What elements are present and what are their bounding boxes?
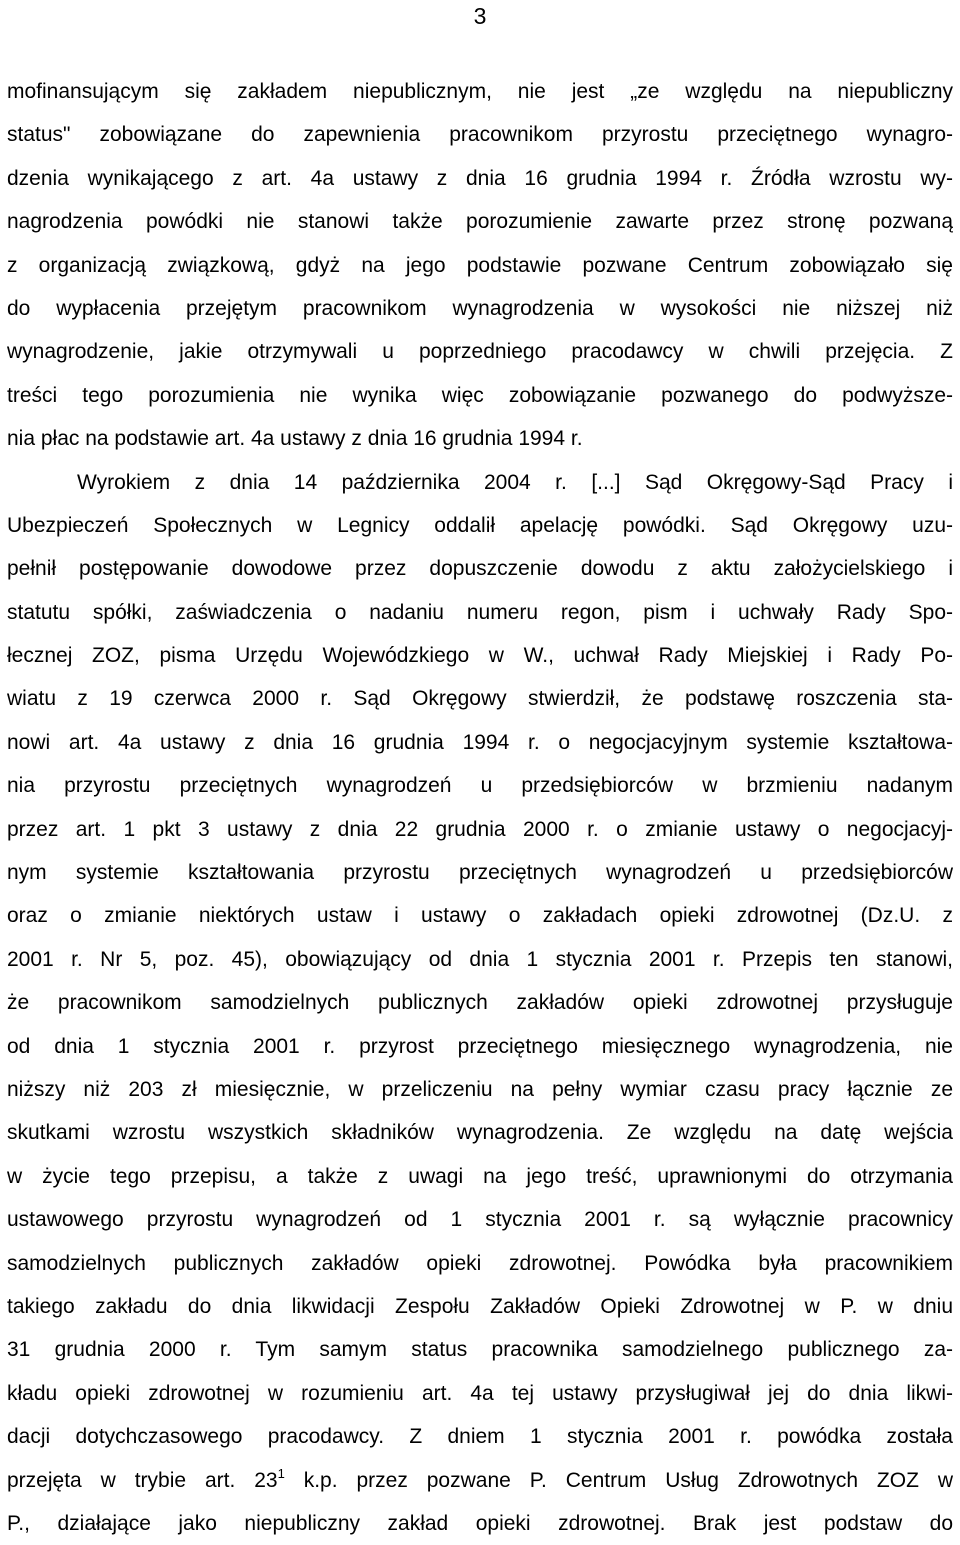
text-line: 2001 r. Nr 5, poz. 45), obowiązujący od dnia 1 stycznia 2001 r. Przepis ten stanowi,	[7, 947, 953, 971]
text-line: oraz o zmianie niektórych ustaw i ustawy o zakładach opieki zdrowotnej (Dz.U. z	[7, 904, 953, 928]
text-line: ustawowego przyrostu wynagrodzeń od 1 stycznia 2001 r. są wyłącznie pracownicy	[7, 1208, 953, 1232]
text-line: nym systemie kształtowania przyrostu przeciętnych wynagrodzeń u przedsiębiorców	[7, 861, 953, 885]
text-segment: przejęta w trybie art. 23	[7, 1468, 278, 1492]
text-segment: k.p. przez pozwane P. Centrum Usług Zdrowotnych ZOZ w	[284, 1468, 953, 1492]
page-number: 3	[473, 3, 487, 29]
text-line: nia przyrostu przeciętnych wynagrodzeń u przedsiębiorców w brzmieniu nadanym	[7, 774, 953, 798]
text-line: od dnia 1 stycznia 2001 r. przyrost przeciętnego miesięcznego wynagrodzenia, nie	[7, 1034, 953, 1058]
text-line: przez art. 1 pkt 3 ustawy z dnia 22 grudnia 2000 r. o zmianie ustawy o negocjacyj-	[7, 817, 953, 841]
text-line: że pracownikom samodzielnych publicznych zakładów opieki zdrowotnej przysługuje	[7, 991, 953, 1015]
text-line: łecznej ZOZ, pisma Urzędu Wojewódzkiego w W., uchwał Rady Miejskiej i Rady Po-	[7, 644, 953, 668]
text-line: treści tego porozumienia nie wynika więc zobowiązanie pozwanego do podwyższe-	[7, 383, 953, 407]
text-line: 31 grudnia 2000 r. Tym samym status pracownika samodzielnego publicznego za-	[7, 1338, 953, 1362]
text-line: w życie tego przepisu, a także z uwagi na jego treść, uprawnionymi do otrzymania	[7, 1164, 953, 1188]
text-line: Wyrokiem z dnia 14 października 2004 r. [...] Sąd Okręgowy-Sąd Pracy i	[77, 470, 953, 494]
text-line: statutu spółki, zaświadczenia o nadaniu numeru regon, pism i uchwały Rady Spo-	[7, 600, 953, 624]
text-line: skutkami wzrostu wszystkich składników wynagrodzenia. Ze względu na datę wejścia	[7, 1121, 953, 1145]
text-line: status" zobowiązane do zapewnienia pracownikom przyrostu przeciętnego wynagro-	[7, 123, 953, 147]
text-line: Ubezpieczeń Społecznych w Legnicy oddalił apelację powódki. Sąd Okręgowy uzu-	[7, 513, 953, 537]
text-line: takiego zakładu do dnia likwidacji Zespołu Zakładów Opieki Zdrowotnej w P. w dniu	[7, 1294, 953, 1318]
text-line: niższy niż 203 zł miesięcznie, w przeliczeniu na pełny wymiar czasu pracy łącznie ze	[7, 1077, 953, 1101]
text-line: z organizacją związkową, gdyż na jego podstawie pozwane Centrum zobowiązało się	[7, 253, 953, 277]
text-line: kładu opieki zdrowotnej w rozumieniu art. 4a tej ustawy przysługiwał jej do dnia likwi-	[7, 1381, 953, 1405]
text-line	[7, 1459, 953, 1502]
text-line: samodzielnych publicznych zakładów opieki zdrowotnej. Powódka była pracownikiem	[7, 1251, 953, 1275]
text-line: mofinansującym się zakładem niepublicznym, nie jest „ze względu na niepubliczny	[7, 80, 953, 103]
text-line: nagrodzenia powódki nie stanowi także porozumienie zawarte przez stronę pozwaną	[7, 210, 953, 234]
text-line: do wypłacenia przejętym pracownikom wynagrodzenia w wysokości nie niższej niż	[7, 296, 953, 320]
text-line: nia płac na podstawie art. 4a ustawy z dnia 16 grudnia 1994 r.	[7, 427, 583, 451]
text-line: wynagrodzenie, jakie otrzymywali u poprzedniego pracodawcy w chwili przejęcia. Z	[7, 340, 953, 364]
text-line: pełnił postępowanie dowodowe przez dopuszczenie dowodu z aktu założycielskiego i	[7, 557, 953, 581]
text-line: dacji dotychczasowego pracodawcy. Z dniem 1 stycznia 2001 r. powódka została	[7, 1425, 953, 1449]
document-body	[7, 70, 953, 1545]
text-line: wiatu z 19 czerwca 2000 r. Sąd Okręgowy stwierdził, że podstawę roszczenia sta-	[7, 687, 953, 711]
text-line: dzenia wynikającego z art. 4a ustawy z dnia 16 grudnia 1994 r. Źródła wzrostu wy-	[7, 166, 953, 190]
text-line: nowi art. 4a ustawy z dnia 16 grudnia 1994 r. o negocjacyjnym systemie kształtowa-	[7, 730, 953, 754]
superscript: 1	[277, 1465, 285, 1481]
text-line: P., działające jako niepubliczny zakład opieki zdrowotnej. Brak jest podstaw do	[7, 1511, 953, 1535]
